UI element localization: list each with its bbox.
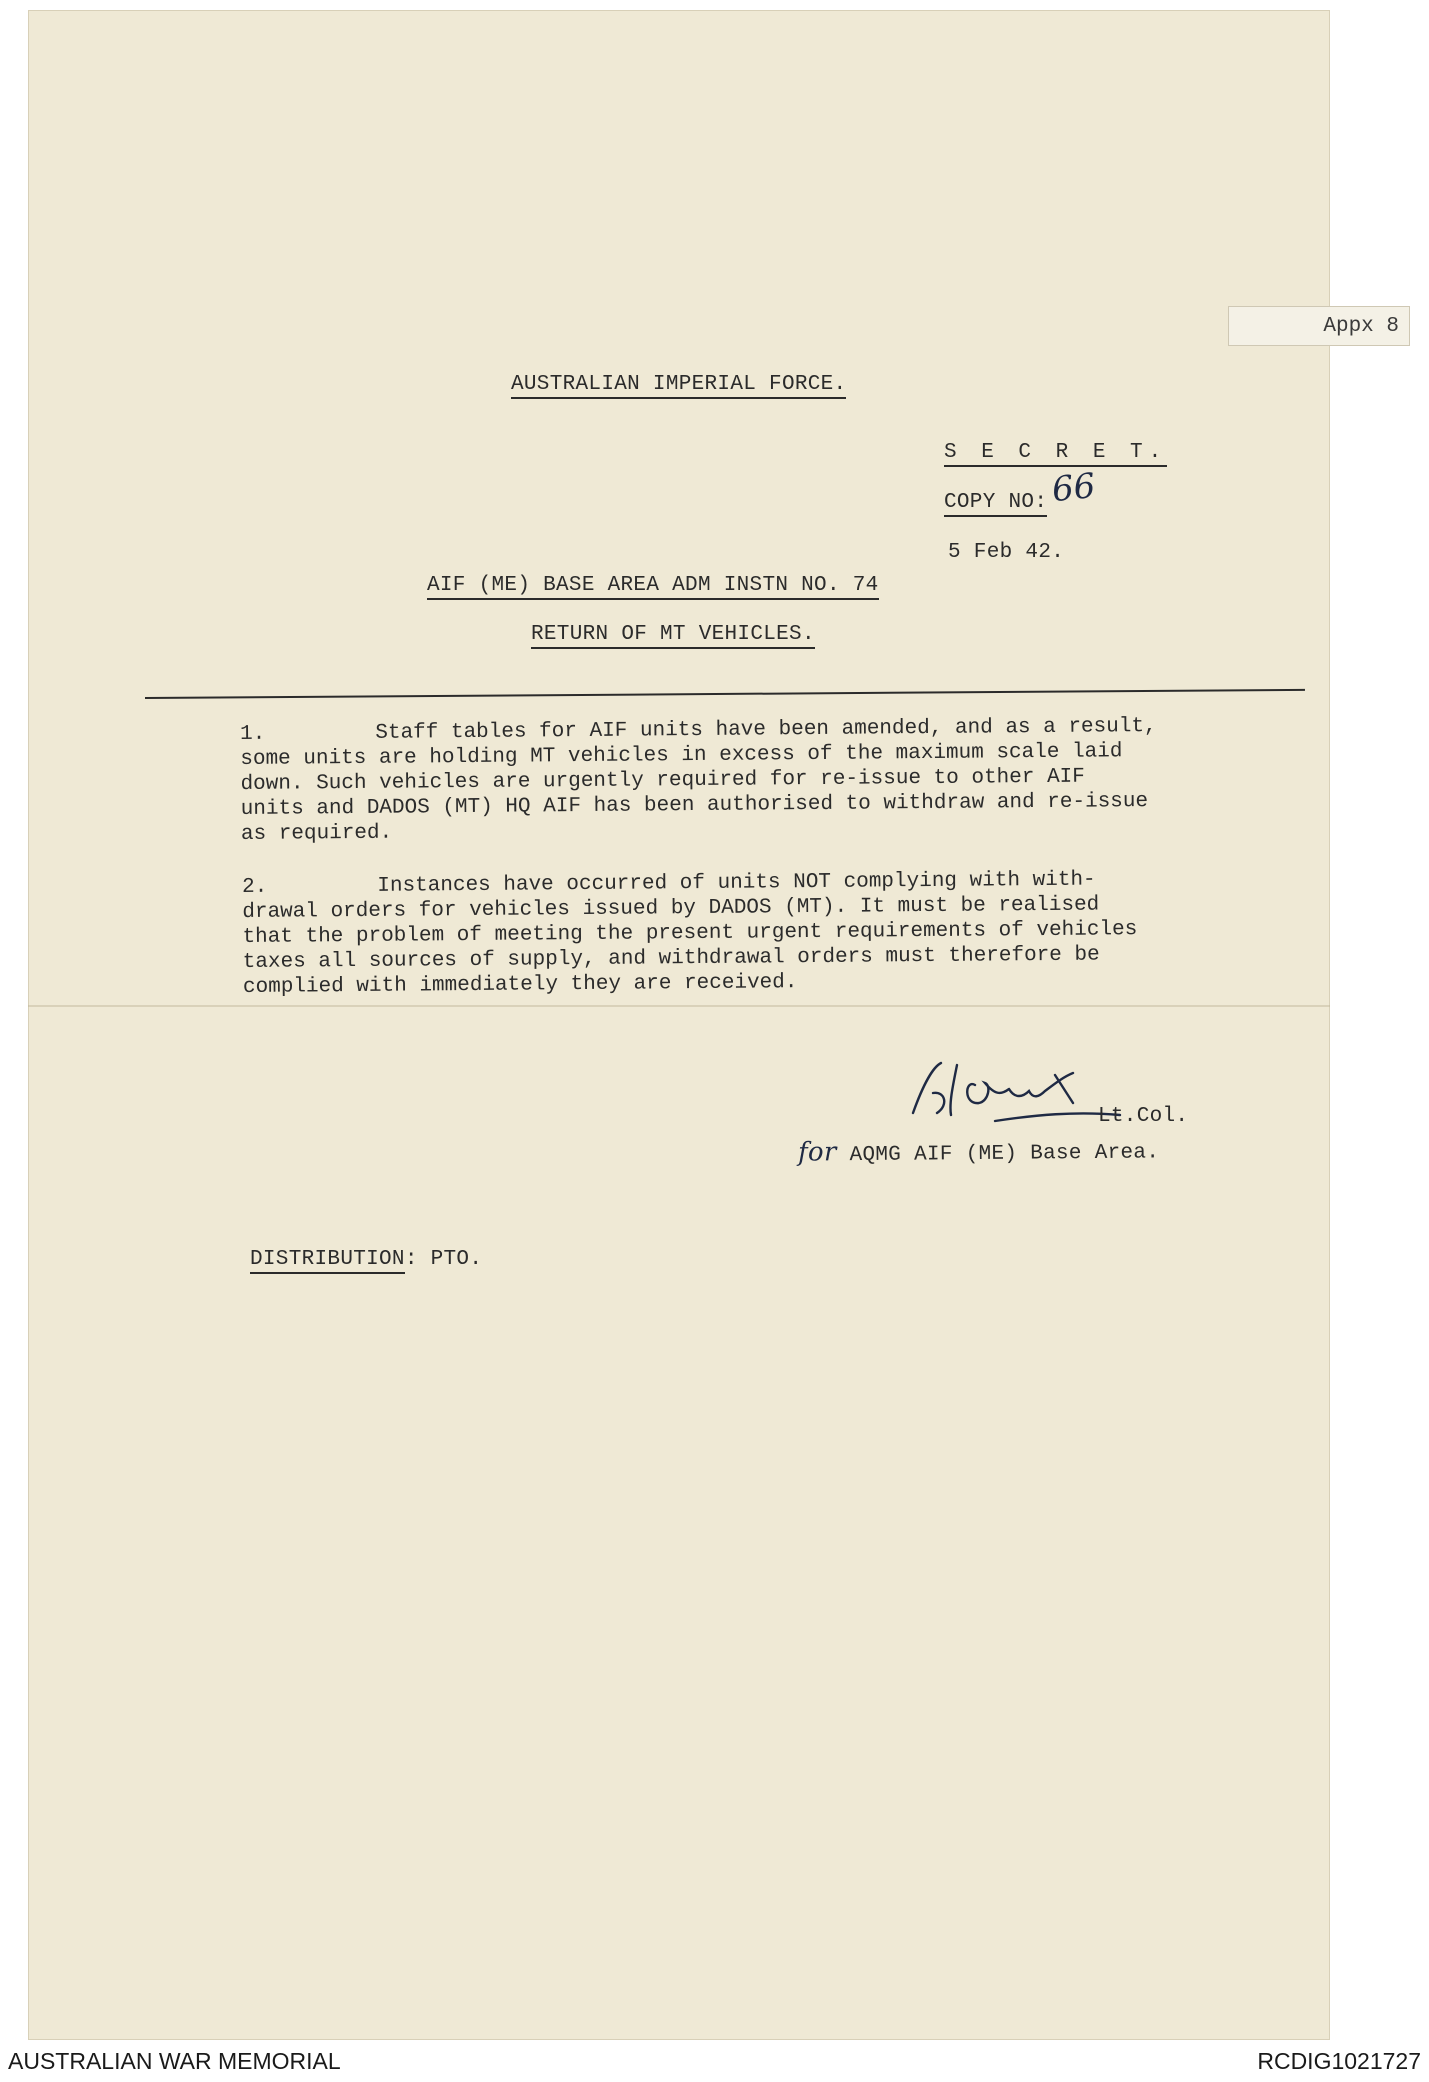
paragraph-line: complied with immediately they are received. [242, 971, 798, 999]
document-subject: RETURN OF MT VEHICLES. [531, 623, 815, 649]
organisation-heading: AUSTRALIAN IMPERIAL FORCE. [511, 373, 846, 399]
document-date: 5 Feb 42. [948, 541, 1065, 564]
classification-label: S E C R E T. [944, 441, 1167, 467]
paragraph-line: as required. [240, 821, 393, 846]
paragraph-text: Staff tables for AIF units have been amended, and as a result, [375, 715, 1157, 745]
paragraph-line: taxes all sources of supply, and withdrawal orders must therefore be [242, 943, 1100, 974]
archive-reference: RCDIG1021727 [1257, 2048, 1421, 2074]
distribution-line [250, 1248, 482, 1271]
paragraph-line: down. Such vehicles are urgently required for re-issue to other AIF [240, 765, 1085, 796]
copy-number-handwritten: 66 [1050, 465, 1098, 511]
paragraph-line: that the problem of meeting the present urgent requirements of vehicles [242, 918, 1138, 949]
paragraph-text: Instances have occurred of units NOT complying with with- [377, 868, 1096, 898]
instruction-number: AIF (ME) BASE AREA ADM INSTN NO. 74 [427, 574, 879, 600]
archive-credit: AUSTRALIAN WAR MEMORIAL [8, 2048, 341, 2074]
document-page [28, 10, 1330, 2040]
paragraph-number: 2. [242, 875, 268, 899]
copy-number-line [944, 491, 1047, 514]
distribution-value: : PTO. [404, 1248, 483, 1271]
signatory-appointment: AQMG AIF (ME) Base Area. [849, 1141, 1160, 1168]
signatory-prefix-handwritten: for [797, 1137, 837, 1168]
distribution-label: DISTRIBUTION [250, 1248, 405, 1274]
signatory-rank: Lt.Col. [1098, 1105, 1189, 1128]
paragraph-line: some units are holding MT vehicles in excess of the maximum scale laid [240, 740, 1123, 771]
appendix-tag-label: Appx 8 [1323, 314, 1399, 338]
appendix-tag [1228, 306, 1410, 346]
paragraph-2 [242, 867, 1138, 1000]
signatory-appointment-line [798, 1134, 1159, 1167]
paragraph-number: 1. [240, 722, 266, 746]
paragraph-1 [240, 714, 1158, 847]
paragraph-line: units and DADOS (MT) HQ AIF has been authorised to withdraw and re-issue [240, 790, 1149, 821]
paragraph-line: drawal orders for vehicles issued by DADOS (MT). It must be realised [242, 893, 1100, 924]
copy-number-label: COPY NO: [944, 491, 1047, 517]
